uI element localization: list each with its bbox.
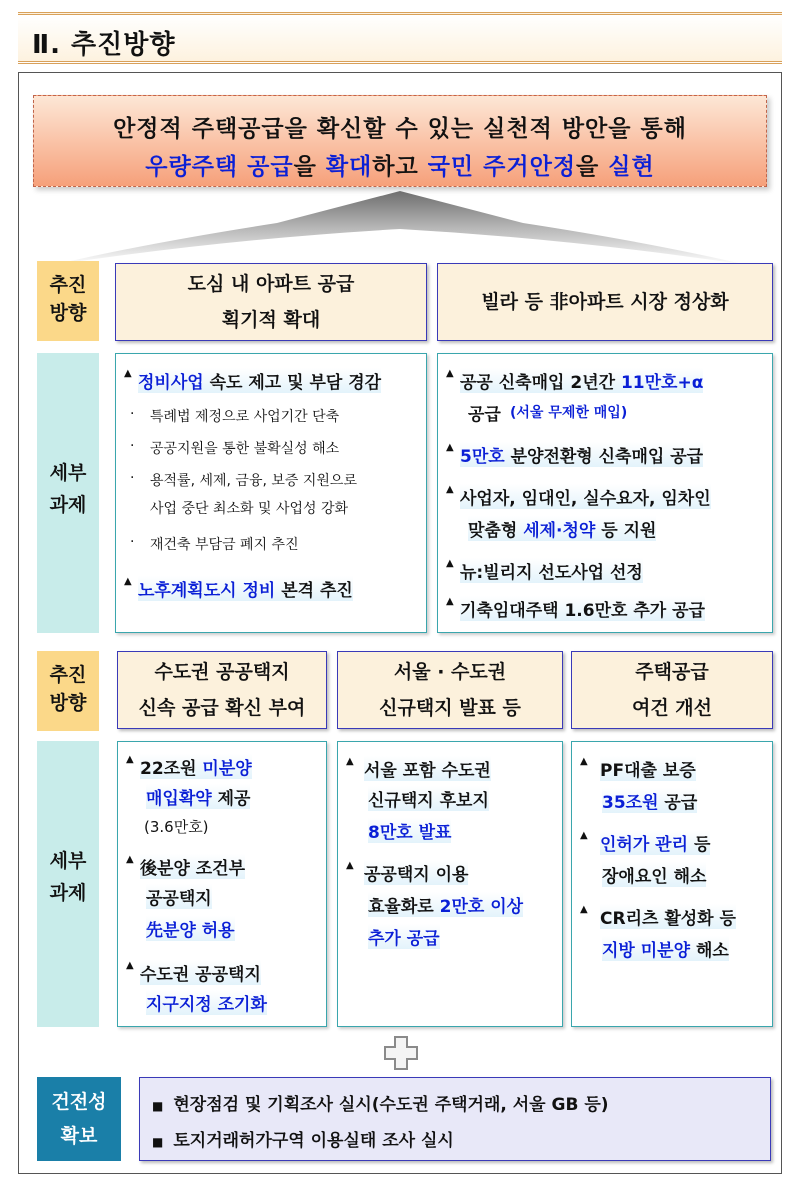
vision-banner <box>33 95 767 187</box>
task-post-sale: 後분양 조건부 <box>140 854 245 879</box>
triangle-bullet-icon: ▲ <box>446 596 454 607</box>
sub-task-public-support: 공공지원을 통한 불확실성 해소 <box>150 441 340 457</box>
task-public-purchase-note: (서울 무제한 매입) <box>510 405 628 421</box>
triangle-bullet-icon: ▲ <box>580 756 588 767</box>
direction-metro-public-land: 수도권 공공택지 신속 공급 확신 부여 <box>117 651 327 729</box>
triangle-bullet-icon: ▲ <box>126 854 134 865</box>
triangle-bullet-icon: ▲ <box>446 442 454 453</box>
task-pf-loan-amount: 35조원 공급 <box>602 788 697 813</box>
tasks-panel-conditions <box>571 741 773 1027</box>
task-unsold-purchase-cont: 매입확약 제공 <box>146 784 250 809</box>
task-tailored-support: 사업자, 임대인, 실수요자, 임차인 <box>460 484 711 509</box>
dot-bullet-icon: · <box>130 406 135 422</box>
task-pre-sale-allowed: 先분양 허용 <box>146 916 235 941</box>
label-direction-2: 추진 방향 <box>37 651 99 731</box>
banner-line-1: 안정적 주택공급을 확신할 수 있는 실천적 방안을 통해 <box>113 116 687 142</box>
task-pf-loan: PF대출 보증 <box>600 756 696 781</box>
triangle-bullet-icon: ▲ <box>124 368 132 379</box>
soundness-item-land-permit: ■ 토지거래허가구역 이용실태 조사 실시 <box>152 1131 454 1151</box>
task-post-sale-land: 공공택지 <box>146 884 212 909</box>
content-frame <box>18 72 782 1174</box>
triangle-bullet-icon: ▲ <box>580 830 588 841</box>
square-bullet-icon: ■ <box>152 1135 164 1149</box>
task-tailored-support-cont: 맞춤형 세제·청약 등 지원 <box>468 516 656 541</box>
task-cr-reits-cont: 지방 미분양 해소 <box>602 936 729 961</box>
square-bullet-icon: ■ <box>152 1099 164 1113</box>
triangle-bullet-icon: ▲ <box>126 960 134 971</box>
dot-bullet-icon: · <box>130 534 135 550</box>
triangle-bullet-icon: ▲ <box>126 754 134 765</box>
task-permit-management: 인허가 관리 등 <box>600 830 710 855</box>
task-unsold-count: (3.6만호) <box>144 818 209 836</box>
task-land-efficiency: 공공택지 이용 <box>364 860 468 885</box>
tasks-panel-metro <box>117 741 327 1027</box>
direction-downtown-apartments: 도심 내 아파트 공급 획기적 확대 <box>115 263 427 341</box>
tasks-panel-downtown <box>115 353 427 633</box>
task-candidate-sites: 서울 포함 수도권 <box>364 756 491 781</box>
section-title: Ⅱ. 추진방향 <box>32 30 176 60</box>
task-public-purchase: 공공 신축매입 2년간 11만호+α <box>460 368 703 393</box>
triangle-bullet-icon: ▲ <box>580 904 588 915</box>
task-aging-planned-cities: 노후계획도시 정비 본격 추진 <box>138 576 353 601</box>
dot-bullet-icon: · <box>130 470 135 486</box>
sub-task-special-act: 특례법 제정으로 사업기간 단축 <box>150 409 340 425</box>
dot-bullet-icon: · <box>130 438 135 454</box>
task-unsold-purchase: 22조원 미분양 <box>140 754 252 779</box>
label-soundness: 건전성 확보 <box>37 1077 121 1161</box>
sub-task-reconstruction-levy: 재건축 부담금 폐지 추진 <box>150 537 299 553</box>
section-header <box>18 12 782 64</box>
task-sale-conversion: 5만호 분양전환형 신축매입 공급 <box>460 442 703 467</box>
triangle-bullet-icon: ▲ <box>446 484 454 495</box>
task-public-purchase-supply: 공급 <box>468 405 501 425</box>
task-candidate-sites-count: 8만호 발표 <box>368 818 451 843</box>
tasks-panel-non-apartment <box>437 353 773 633</box>
task-land-efficiency-cont: 효율화로 2만호 이상 <box>368 892 523 917</box>
task-existing-rental: 기축임대주택 1.6만호 추가 공급 <box>460 596 705 621</box>
direction-non-apartment-market: 빌라 등 非아파트 시장 정상화 <box>437 263 773 341</box>
triangle-bullet-icon: ▲ <box>124 576 132 587</box>
soundness-panel <box>139 1077 771 1161</box>
label-tasks-1: 세부 과제 <box>37 353 99 633</box>
triangle-bullet-icon: ▲ <box>346 860 354 871</box>
plus-icon <box>383 1035 419 1071</box>
label-direction-1: 추진 방향 <box>37 261 99 341</box>
task-additional-supply: 추가 공급 <box>368 924 440 949</box>
label-tasks-2: 세부 과제 <box>37 741 99 1027</box>
sub-task-support-measures: 용적률, 세제, 금융, 보증 지원으로 <box>150 473 357 489</box>
direction-supply-conditions: 주택공급 여건 개선 <box>571 651 773 729</box>
up-arrow-icon <box>53 191 747 265</box>
task-district-designation: 수도권 공공택지 <box>140 960 261 985</box>
triangle-bullet-icon: ▲ <box>446 558 454 569</box>
sub-task-support-measures-cont: 사업 중단 최소화 및 사업성 강화 <box>150 501 349 517</box>
tasks-panel-new-sites <box>337 741 563 1027</box>
task-permit-management-cont: 장애요인 해소 <box>602 862 706 887</box>
task-cr-reits: CR리츠 활성화 등 <box>600 904 736 929</box>
direction-new-sites: 서울 · 수도권 신규택지 발표 등 <box>337 651 563 729</box>
triangle-bullet-icon: ▲ <box>446 368 454 379</box>
task-district-designation-cont: 지구지정 조기화 <box>146 990 267 1015</box>
task-candidate-sites-cont: 신규택지 후보지 <box>368 786 489 811</box>
task-redevelopment: 정비사업 속도 제고 및 부담 경감 <box>138 368 381 393</box>
task-new-village: 뉴:빌리지 선도사업 선정 <box>460 558 643 583</box>
soundness-item-inspection: ■ 현장점검 및 기획조사 실시(수도권 주택거래, 서울 GB 등) <box>152 1095 609 1115</box>
banner-line-2: 우량주택 공급을 확대하고 국민 주거안정을 실현 <box>145 154 655 180</box>
triangle-bullet-icon: ▲ <box>346 756 354 767</box>
